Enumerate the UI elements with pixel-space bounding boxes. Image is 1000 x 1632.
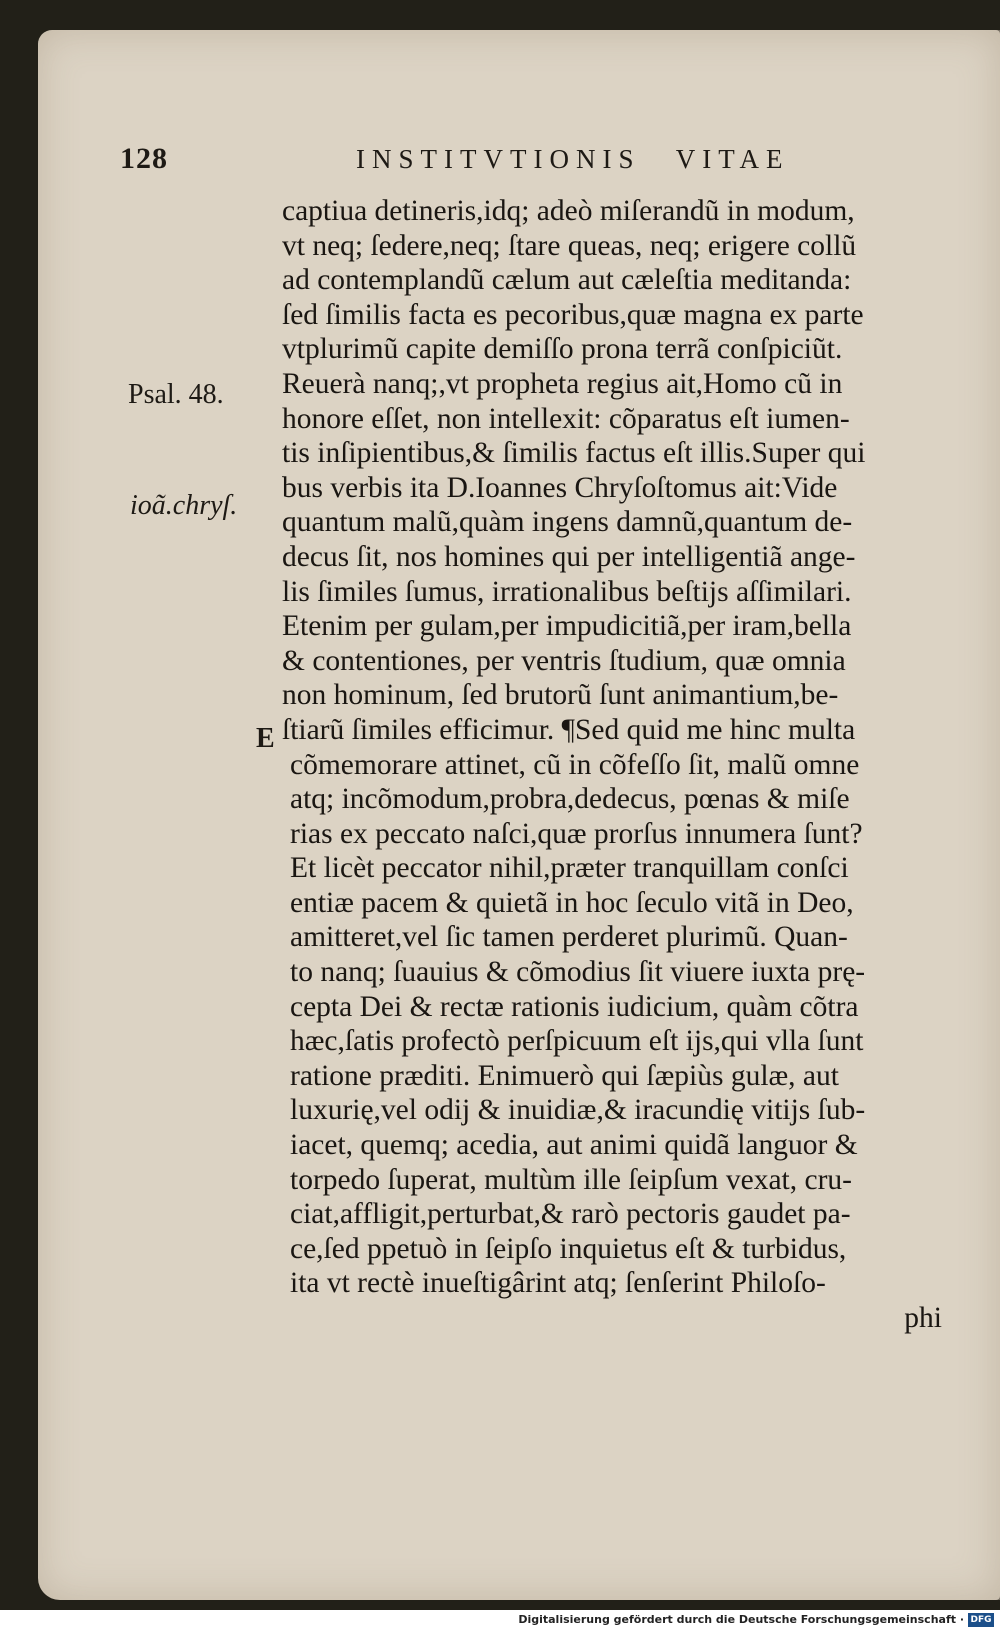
footer-credit: Digitalisierung gefördert durch die Deutsche Forschungsgemeinschaft · (518, 1613, 964, 1626)
text-line: ſed ſimilis facta es pecoribus,quæ magna ex parte (282, 298, 864, 331)
text-line: Et licèt peccator nihil,præter tranquillam conſci (290, 852, 849, 885)
text-line: ſtiarũ ſimiles efficimur. ¶Sed quid me hinc multa (282, 713, 856, 746)
text-line: atq; incõmodum,probra,dedecus, pœnas & miſe (290, 783, 850, 816)
body-text (282, 194, 982, 1336)
text-line: vtplurimũ capite demiſſo prona terrã conſpiciũt. (282, 333, 843, 366)
text-line: torpedo ſuperat, multùm ille ſeipſum vexat, cru- (290, 1163, 852, 1196)
text-line: iacet, quemq; acedia, aut animi quidã languor & (290, 1129, 858, 1162)
text-line: ita vt rectè inueſtigârint atq; ſenſerint Philoſo- (290, 1267, 826, 1300)
text-line: & contentiones, per ventris ſtudium, quæ omnia (282, 644, 846, 677)
page-number: 128 (120, 142, 168, 175)
margin-note-psalm: Psal. 48. (128, 379, 224, 410)
text-line: vt neq; ſedere,neq; ſtare queas, neq; erigere collũ (282, 229, 857, 262)
text-line: hæc,ſatis profectò perſpicuum eſt ijs,qui vlla ſunt (290, 1025, 864, 1058)
text-line: decus ſit, nos homines qui per intelligentiã ange- (282, 540, 856, 573)
text-line: rias ex peccato naſci,quæ prorſus innumera ſunt? (290, 817, 863, 850)
text-line: entiæ pacem & quietã in hoc ſeculo vitã in Deo, (290, 886, 854, 919)
text-line: Reuerà nanq;,vt propheta regius ait,Homo cũ in (282, 367, 843, 400)
text-line: Etenim per gulam,per impudicitiã,per iram,bella (282, 610, 852, 643)
text-line: bus verbis ita D.Ioannes Chryſoſtomus ait:Vide (282, 471, 838, 504)
text-line: ratione præditi. Enimuerò qui ſæpiùs gulæ, aut (290, 1059, 839, 1092)
text-line: tis inſipientibus,& ſimilis factus eſt illis.Super qui (282, 437, 866, 470)
footer-bar (0, 1610, 1000, 1632)
dfg-logo: DFG (968, 1613, 994, 1627)
catchword: phi (904, 1302, 942, 1334)
text-line: ce,ſed ppetuò in ſeipſo inquietus eſt & turbidus, (290, 1232, 847, 1265)
text-line: to nanq; ſuauius & cõmodius ſit viuere iuxta prę- (290, 956, 866, 989)
text-line: non hominum, ſed brutorũ ſunt animantium,be- (282, 679, 839, 712)
running-title: INSTITVTIONIS VITAE (356, 144, 790, 174)
text-line: luxurię,vel odij & inuidiæ,& iracundię vitijs ſub- (290, 1094, 866, 1127)
margin-note-letter: E (256, 723, 275, 754)
text-line: ciat,affligit,perturbat,& rarò pectoris gaudet pa- (290, 1198, 851, 1231)
text-line: cepta Dei & rectæ rationis iudicium, quàm cõtra (290, 990, 859, 1023)
text-line: amitteret,vel ſic tamen perderet plurimũ. Quan- (290, 921, 848, 954)
text-line: lis ſimiles ſumus, irrationalibus beſtijs aſſimilari. (282, 575, 852, 608)
text-line: quantum malũ,quàm ingens damnũ,quantum de- (282, 506, 853, 539)
page-header (120, 142, 900, 182)
text-line: ad contemplandũ cælum aut cæleſtia meditanda: (282, 264, 852, 297)
text-line: honore eſſet, non intellexit: cõparatus eſt iumen- (282, 402, 850, 435)
text-line: cõmemorare attinet, cũ in cõfeſſo ſit, malũ omne (290, 748, 860, 781)
margin-note-chrysostom: ioã.chryſ. (130, 490, 238, 521)
text-line: captiua detineris,idq; adeò miſerandũ in modum, (282, 195, 855, 227)
